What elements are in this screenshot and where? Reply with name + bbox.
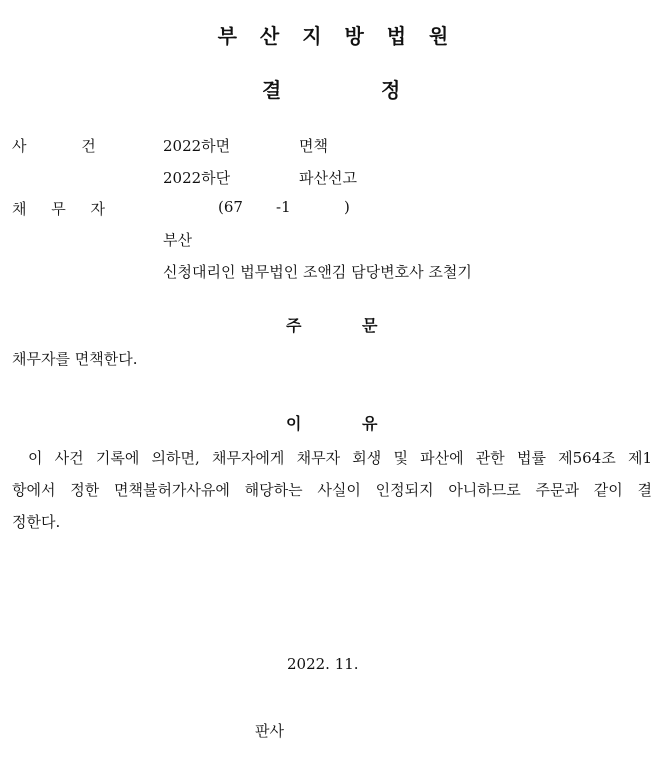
reason-line-3: 정한다. [12,513,61,531]
reason-line-1: 이 사건 기록에 의하면, 채무자에게 채무자 회생 및 파산에 관한 법률 제564조 제1 [28,449,652,467]
decision-date: 2022. 11. [287,655,359,673]
debtor-id-close: ) [344,198,350,216]
order-heading-right: 문 [362,316,378,335]
order-text: 채무자를 면책한다. [12,350,138,368]
doc-type-left: 결 [262,78,282,102]
case-name-1: 면책 [299,137,328,155]
order-heading-left: 주 [286,316,302,335]
reason-line-2: 항에서 정한 면책불허가사유에 해당하는 사실이 인정되지 아니하므로 주문과 같이 결 [12,481,652,499]
case-name-2: 파산선고 [299,169,357,187]
debtor-representative: 신청대리인 법무법인 조앤김 담당변호사 조철기 [163,263,472,281]
debtor-id-open: (67 [218,198,243,216]
court-name: 부 산 지 방 법 원 [217,24,454,48]
case-number-1: 2022하면 [163,137,231,155]
debtor-address: 부산 [163,231,192,249]
reason-heading-left: 이 [286,414,302,433]
case-number-2: 2022하단 [163,169,231,187]
debtor-label: 채 무 자 [12,200,106,218]
case-label: 사 건 [12,137,96,155]
judge-label: 판사 [255,722,284,740]
doc-type-right: 정 [381,78,401,102]
debtor-id-suffix: -1 [276,198,291,216]
reason-heading-right: 유 [362,414,378,433]
